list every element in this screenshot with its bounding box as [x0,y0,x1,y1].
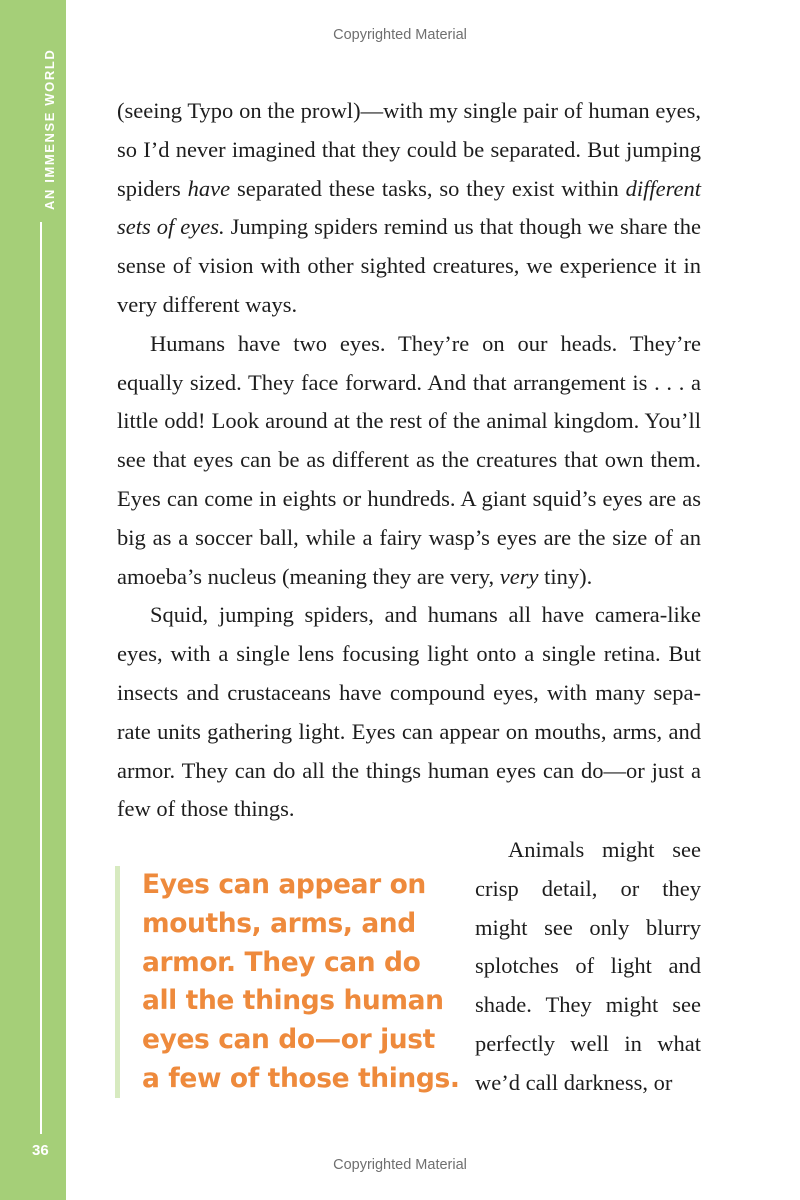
paragraph-2 [117,325,701,597]
paragraph-3: Squid, jumping spiders, and humans all have camera-like eyes, with a single lens focusing light onto a single retina. But insects and crustaceans have compound eyes, with many separate units gathering light. Eyes can appear on mouths, arms, and armor. They can do all the things human eyes can do—or just a few of those things. [117,602,701,822]
pull-quote: Eyes can appear on mouths, arms, and armor. They can do all the things human eyes can do—or just a few of those things. [115,866,460,1098]
paragraph-2-part-a: Humans have two eyes. They’re on our heads. They’re equally sized. They face forward. And that arrangement is . . . a little odd! Look around at the rest of the animal kingdom. You’ll see that eyes can be as different as the creatures that own them. Eyes can come in eights or hundreds. A giant squid’s eyes are as big as a soccer ball, while a fairy wasp’s eyes are the size of an amoeba’s nucleus (meaning they are very, [117,330,701,589]
running-head: AN IMMENSE WORLD [42,48,57,210]
paragraph-4: Animals might see crisp detail, or they might see only blurry splotches of light and shade. They might see perfectly well in what we’d call darkness, or [475,837,701,1095]
page-number: 36 [32,1142,49,1159]
sidebar [0,0,66,1200]
body-text [117,92,701,829]
emphasis-very: very [499,563,539,589]
emphasis-have: have [187,175,231,201]
watermark-bottom: Copyrighted Material [333,1157,467,1173]
paragraph-1 [117,92,701,325]
paragraph-1-part-c: Jumping spiders remind us that though we share the sense of vision with other sighted creatures, we experience it in very different ways. [117,214,701,317]
right-column-text [475,831,701,1103]
emphasis-different-sets: different sets of eyes. [117,175,702,240]
sidebar-rule [40,222,42,1134]
paragraph-2-part-b: tiny). [538,563,593,589]
paragraph-1-part-a: (seeing Typo on the prowl)—with my single pair of human eyes, so I’d never imagined that they could be separated. But jumping spiders [117,98,701,201]
paragraph-1-part-b: separated these tasks, so they exist within [230,175,626,201]
watermark-top: Copyrighted Material [333,27,467,43]
